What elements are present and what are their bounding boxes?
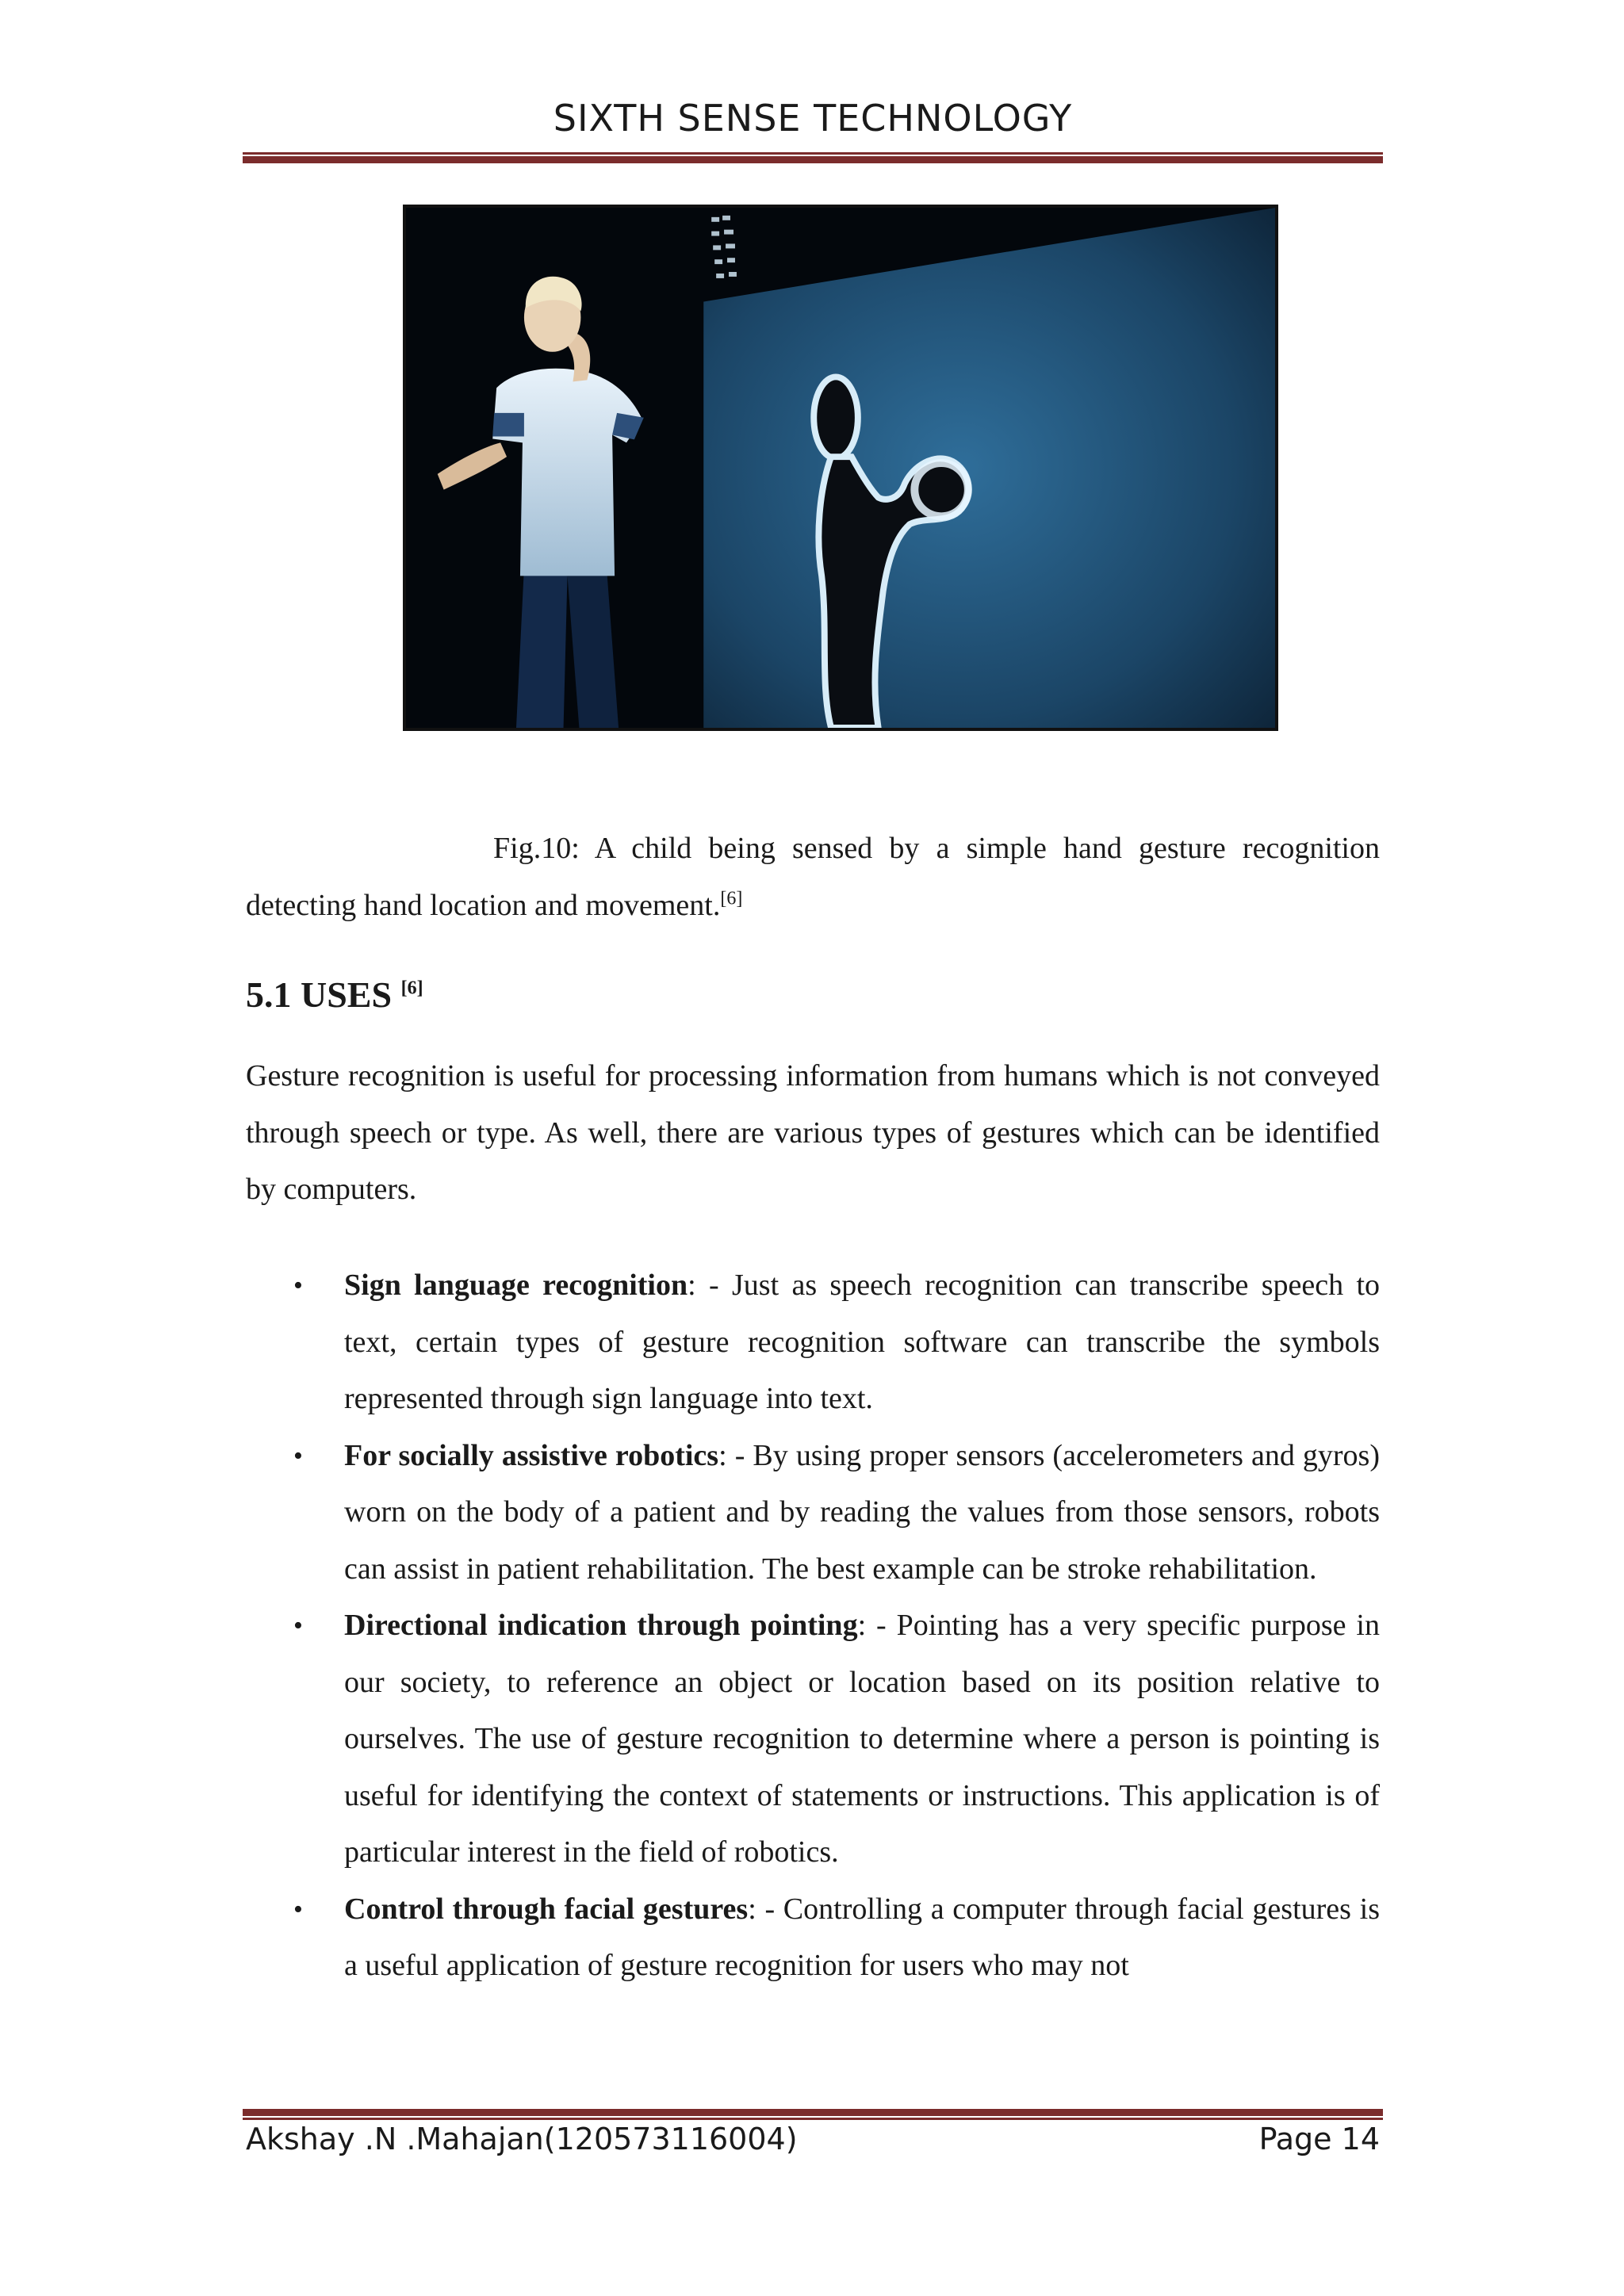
list-item: [246, 1598, 1380, 1881]
list-item-term: Sign language recognition: [344, 1269, 688, 1302]
section-heading-reference: [6]: [400, 978, 423, 999]
bullet-icon: •: [293, 1611, 303, 1640]
list-item-text: : - Just as speech recognition can transcribe speech to text, certain types of gesture recognition software can transcribe the symbols represented through sign language into text.: [344, 1269, 1380, 1415]
footer-page-number: Page 14: [1258, 2122, 1380, 2156]
list-item-term: Directional indication through pointing: [344, 1609, 858, 1642]
header-rule-thick: [243, 156, 1383, 163]
bullet-icon: •: [293, 1441, 303, 1471]
list-item-text: : - Pointing has a very specific purpose in our society, to reference an object or location based on its position relative to ourselves. The use of gesture recognition to determine where a person is pointing is useful for identifying the context of statements or instructions. This application is of particular interest in the field of robotics.: [344, 1609, 1380, 1869]
footer-rule-thick: [243, 2109, 1383, 2116]
list-item: [246, 1257, 1380, 1428]
caption-text: Fig.10: A child being sensed by a simple hand gesture recognition detecting hand location and movement.: [246, 832, 1380, 922]
gesture-scene-illustration: [406, 208, 1275, 728]
section-heading-text: 5.1 USES: [246, 974, 393, 1015]
header-rule-thin: [243, 152, 1383, 155]
footer-rule-thin: [243, 2118, 1383, 2120]
bullet-icon: •: [293, 1271, 303, 1300]
list-item: [246, 1881, 1380, 1995]
page-header-title: SIXTH SENSE TECHNOLOGY: [553, 97, 1073, 140]
list-item-term: Control through facial gestures: [344, 1892, 749, 1926]
list-item-text: : - By using proper sensors (accelerometers and gyros) worn on the body of a patient and by reading the values from those sensors, robots can assist in patient rehabilitation. The best example can be stroke rehabilitation.: [344, 1438, 1380, 1586]
bullet-icon: •: [293, 1894, 303, 1924]
section-heading: [246, 974, 423, 1016]
list-item: [246, 1428, 1380, 1598]
figure-image: [403, 205, 1278, 731]
intro-paragraph: Gesture recognition is useful for processing information from humans which is not conveyed through speech or type. As well, there are various types of gestures which can be identified by computers.: [246, 1059, 1380, 1206]
figure-caption: [246, 820, 1380, 934]
uses-list: [246, 1257, 1380, 1995]
list-item-text: : - Controlling a computer through facial gestures is a useful application of gesture recognition for users who may not: [344, 1892, 1380, 1982]
footer-author: Akshay .N .Mahajan(120573116004): [246, 2122, 798, 2156]
caption-reference: [6]: [720, 888, 743, 909]
list-item-term: For socially assistive robotics: [344, 1438, 719, 1472]
